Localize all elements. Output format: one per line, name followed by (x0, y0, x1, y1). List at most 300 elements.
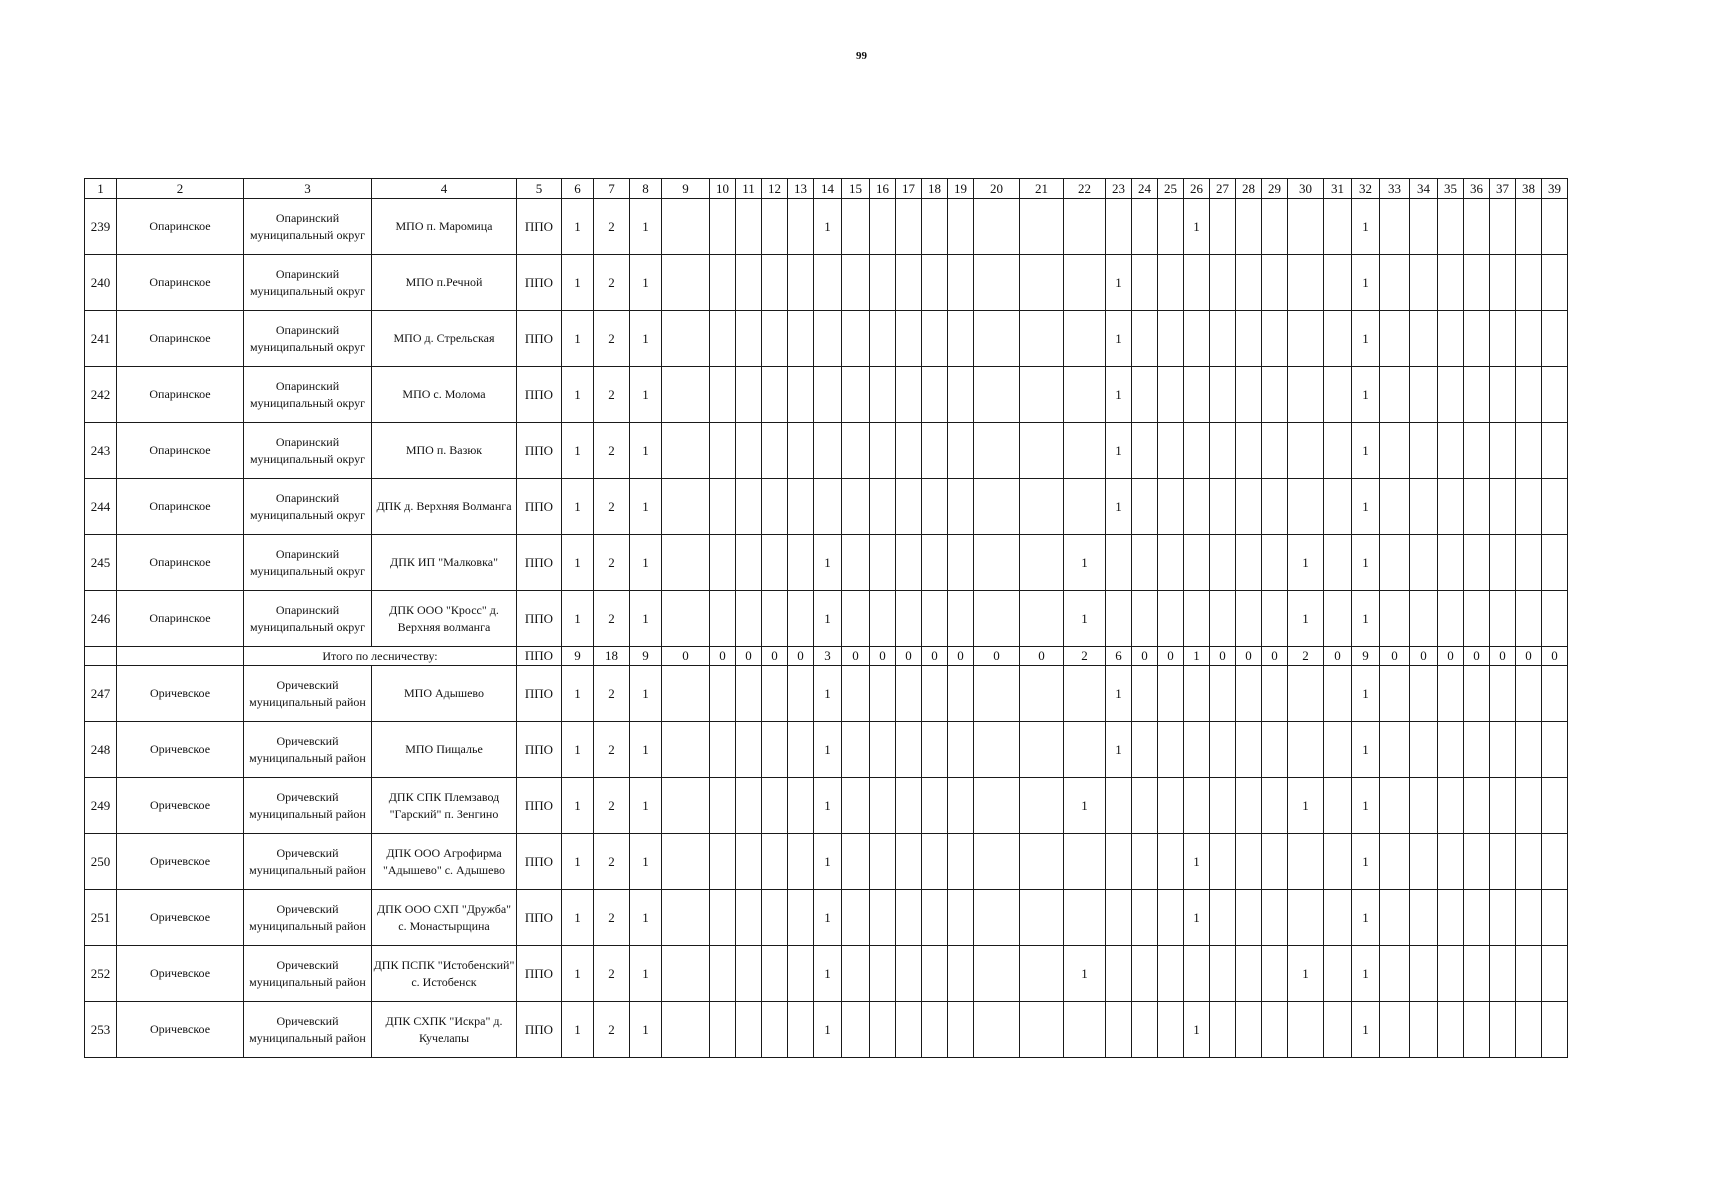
value-col-35 (1438, 890, 1464, 946)
value-col-22 (1064, 255, 1106, 311)
total-value-col-8: 9 (630, 647, 662, 666)
value-col-28 (1236, 479, 1262, 535)
value-col-24 (1132, 367, 1158, 423)
value-col-6: 1 (562, 423, 594, 479)
value-col-14: 1 (814, 722, 842, 778)
value-col-19 (948, 479, 974, 535)
value-col-6: 1 (562, 591, 594, 647)
value-col-35 (1438, 666, 1464, 722)
total-value-col-27: 0 (1210, 647, 1236, 666)
column-header-7: 7 (594, 179, 630, 199)
value-col-19 (948, 666, 974, 722)
value-col-25 (1158, 199, 1184, 255)
value-col-35 (1438, 199, 1464, 255)
value-col-31 (1324, 535, 1352, 591)
table-row (85, 535, 1568, 591)
value-col-28 (1236, 255, 1262, 311)
table-row (85, 591, 1568, 647)
value-col-30 (1288, 255, 1324, 311)
value-col-20 (974, 423, 1020, 479)
value-col-17 (896, 311, 922, 367)
total-value-col-17: 0 (896, 647, 922, 666)
value-col-35 (1438, 423, 1464, 479)
value-col-15 (842, 535, 870, 591)
district-name: Опаринский муниципальный округ (244, 423, 372, 479)
organization-name: ДПК ООО "Кросс" д. Верхняя волманга (372, 591, 517, 647)
total-blank-2 (117, 647, 244, 666)
value-col-12 (762, 722, 788, 778)
organization-name: ДПК ООО СХП "Дружба" с. Монастырщина (372, 890, 517, 946)
value-col-24 (1132, 535, 1158, 591)
value-col-7: 2 (594, 722, 630, 778)
value-col-32: 1 (1352, 255, 1380, 311)
forestry-name: Оричевское (117, 778, 244, 834)
value-col-35 (1438, 778, 1464, 834)
value-col-19 (948, 722, 974, 778)
value-col-9 (662, 890, 710, 946)
value-col-9 (662, 1002, 710, 1058)
value-col-8: 1 (630, 479, 662, 535)
value-col-21 (1020, 946, 1064, 1002)
column-header-6: 6 (562, 179, 594, 199)
value-col-16 (870, 722, 896, 778)
value-col-20 (974, 778, 1020, 834)
value-col-38 (1516, 722, 1542, 778)
value-col-37 (1490, 666, 1516, 722)
table-row (85, 479, 1568, 535)
value-col-16 (870, 311, 896, 367)
value-col-12 (762, 311, 788, 367)
value-col-19 (948, 778, 974, 834)
value-col-22 (1064, 834, 1106, 890)
value-col-37 (1490, 535, 1516, 591)
value-col-39 (1542, 423, 1568, 479)
value-col-19 (948, 890, 974, 946)
value-col-30 (1288, 479, 1324, 535)
organization-name: МПО п.Речной (372, 255, 517, 311)
value-col-21 (1020, 367, 1064, 423)
value-col-29 (1262, 479, 1288, 535)
unit-type: ППО (517, 423, 562, 479)
value-col-27 (1210, 199, 1236, 255)
value-col-27 (1210, 311, 1236, 367)
value-col-13 (788, 834, 814, 890)
value-col-11 (736, 255, 762, 311)
value-col-6: 1 (562, 199, 594, 255)
table-row (85, 834, 1568, 890)
value-col-10 (710, 367, 736, 423)
column-header-17: 17 (896, 179, 922, 199)
value-col-39 (1542, 479, 1568, 535)
value-col-33 (1380, 311, 1410, 367)
column-header-3: 3 (244, 179, 372, 199)
value-col-29 (1262, 722, 1288, 778)
column-header-20: 20 (974, 179, 1020, 199)
value-col-25 (1158, 778, 1184, 834)
value-col-22 (1064, 311, 1106, 367)
value-col-13 (788, 479, 814, 535)
column-header-15: 15 (842, 179, 870, 199)
value-col-13 (788, 255, 814, 311)
value-col-10 (710, 1002, 736, 1058)
value-col-25 (1158, 423, 1184, 479)
value-col-31 (1324, 834, 1352, 890)
district-name: Опаринский муниципальный округ (244, 535, 372, 591)
value-col-23 (1106, 199, 1132, 255)
value-col-13 (788, 946, 814, 1002)
value-col-34 (1410, 890, 1438, 946)
row-number: 250 (85, 834, 117, 890)
value-col-23 (1106, 535, 1132, 591)
value-col-33 (1380, 255, 1410, 311)
value-col-7: 2 (594, 834, 630, 890)
column-header-27: 27 (1210, 179, 1236, 199)
value-col-10 (710, 311, 736, 367)
total-value-col-10: 0 (710, 647, 736, 666)
row-number: 253 (85, 1002, 117, 1058)
column-header-13: 13 (788, 179, 814, 199)
value-col-14: 1 (814, 890, 842, 946)
value-col-37 (1490, 255, 1516, 311)
total-value-col-18: 0 (922, 647, 948, 666)
value-col-27 (1210, 423, 1236, 479)
value-col-30: 1 (1288, 946, 1324, 1002)
total-value-col-14: 3 (814, 647, 842, 666)
value-col-18 (922, 666, 948, 722)
value-col-38 (1516, 255, 1542, 311)
value-col-21 (1020, 778, 1064, 834)
value-col-32: 1 (1352, 722, 1380, 778)
value-col-18 (922, 890, 948, 946)
value-col-14: 1 (814, 199, 842, 255)
value-col-25 (1158, 946, 1184, 1002)
value-col-24 (1132, 199, 1158, 255)
forestry-name: Опаринское (117, 535, 244, 591)
value-col-34 (1410, 591, 1438, 647)
forestry-name: Оричевское (117, 834, 244, 890)
value-col-20 (974, 479, 1020, 535)
value-col-15 (842, 946, 870, 1002)
total-value-col-15: 0 (842, 647, 870, 666)
value-col-27 (1210, 479, 1236, 535)
value-col-11 (736, 535, 762, 591)
value-col-32: 1 (1352, 834, 1380, 890)
row-number: 247 (85, 666, 117, 722)
value-col-31 (1324, 591, 1352, 647)
column-header-14: 14 (814, 179, 842, 199)
unit-type: ППО (517, 479, 562, 535)
value-col-26 (1184, 535, 1210, 591)
value-col-29 (1262, 778, 1288, 834)
value-col-38 (1516, 423, 1542, 479)
value-col-12 (762, 367, 788, 423)
value-col-31 (1324, 255, 1352, 311)
value-col-34 (1410, 778, 1438, 834)
total-value-col-28: 0 (1236, 647, 1262, 666)
value-col-28 (1236, 591, 1262, 647)
district-name: Опаринский муниципальный округ (244, 479, 372, 535)
value-col-21 (1020, 255, 1064, 311)
value-col-39 (1542, 946, 1568, 1002)
value-col-24 (1132, 722, 1158, 778)
value-col-11 (736, 1002, 762, 1058)
table-row (85, 666, 1568, 722)
value-col-19 (948, 423, 974, 479)
organization-name: МПО п. Маромица (372, 199, 517, 255)
total-value-col-35: 0 (1438, 647, 1464, 666)
organization-name: ДПК ИП "Малковка" (372, 535, 517, 591)
value-col-33 (1380, 722, 1410, 778)
value-col-22: 1 (1064, 591, 1106, 647)
forestry-name: Опаринское (117, 367, 244, 423)
column-header-2: 2 (117, 179, 244, 199)
value-col-27 (1210, 666, 1236, 722)
value-col-8: 1 (630, 946, 662, 1002)
value-col-9 (662, 423, 710, 479)
value-col-14: 1 (814, 1002, 842, 1058)
value-col-7: 2 (594, 311, 630, 367)
column-header-33: 33 (1380, 179, 1410, 199)
value-col-26: 1 (1184, 199, 1210, 255)
column-header-24: 24 (1132, 179, 1158, 199)
value-col-6: 1 (562, 311, 594, 367)
value-col-7: 2 (594, 591, 630, 647)
value-col-14 (814, 311, 842, 367)
value-col-36 (1464, 591, 1490, 647)
table-row (85, 722, 1568, 778)
value-col-7: 2 (594, 255, 630, 311)
value-col-23 (1106, 834, 1132, 890)
value-col-17 (896, 367, 922, 423)
value-col-9 (662, 199, 710, 255)
total-value-col-33: 0 (1380, 647, 1410, 666)
value-col-22 (1064, 722, 1106, 778)
value-col-23: 1 (1106, 666, 1132, 722)
column-header-28: 28 (1236, 179, 1262, 199)
value-col-39 (1542, 1002, 1568, 1058)
value-col-30: 1 (1288, 778, 1324, 834)
value-col-15 (842, 479, 870, 535)
value-col-24 (1132, 423, 1158, 479)
value-col-23 (1106, 946, 1132, 1002)
value-col-24 (1132, 255, 1158, 311)
value-col-10 (710, 890, 736, 946)
total-row (85, 647, 1568, 666)
value-col-19 (948, 199, 974, 255)
value-col-28 (1236, 778, 1262, 834)
value-col-14 (814, 423, 842, 479)
value-col-29 (1262, 591, 1288, 647)
value-col-30 (1288, 722, 1324, 778)
organization-name: МПО Пищалье (372, 722, 517, 778)
value-col-31 (1324, 946, 1352, 1002)
row-number: 245 (85, 535, 117, 591)
value-col-21 (1020, 423, 1064, 479)
value-col-6: 1 (562, 535, 594, 591)
value-col-23: 1 (1106, 423, 1132, 479)
value-col-10 (710, 834, 736, 890)
value-col-9 (662, 946, 710, 1002)
column-header-23: 23 (1106, 179, 1132, 199)
value-col-19 (948, 834, 974, 890)
value-col-18 (922, 1002, 948, 1058)
value-col-8: 1 (630, 255, 662, 311)
value-col-18 (922, 423, 948, 479)
row-number: 240 (85, 255, 117, 311)
row-number: 241 (85, 311, 117, 367)
value-col-38 (1516, 591, 1542, 647)
value-col-36 (1464, 834, 1490, 890)
value-col-25 (1158, 834, 1184, 890)
value-col-13 (788, 535, 814, 591)
value-col-36 (1464, 890, 1490, 946)
total-value-col-16: 0 (870, 647, 896, 666)
value-col-11 (736, 479, 762, 535)
value-col-16 (870, 255, 896, 311)
forestry-table (84, 178, 1568, 1058)
value-col-20 (974, 834, 1020, 890)
value-col-33 (1380, 1002, 1410, 1058)
value-col-30 (1288, 666, 1324, 722)
forestry-name: Опаринское (117, 423, 244, 479)
district-name: Оричевский муниципальный район (244, 946, 372, 1002)
value-col-30 (1288, 834, 1324, 890)
value-col-38 (1516, 1002, 1542, 1058)
value-col-27 (1210, 367, 1236, 423)
value-col-21 (1020, 535, 1064, 591)
column-header-12: 12 (762, 179, 788, 199)
value-col-30 (1288, 367, 1324, 423)
total-value-col-30: 2 (1288, 647, 1324, 666)
value-col-16 (870, 591, 896, 647)
value-col-39 (1542, 535, 1568, 591)
value-col-15 (842, 255, 870, 311)
value-col-13 (788, 423, 814, 479)
value-col-35 (1438, 255, 1464, 311)
value-col-15 (842, 591, 870, 647)
value-col-31 (1324, 1002, 1352, 1058)
value-col-15 (842, 367, 870, 423)
value-col-31 (1324, 423, 1352, 479)
unit-type: ППО (517, 1002, 562, 1058)
value-col-29 (1262, 666, 1288, 722)
value-col-31 (1324, 722, 1352, 778)
value-col-6: 1 (562, 946, 594, 1002)
column-header-38: 38 (1516, 179, 1542, 199)
value-col-8: 1 (630, 311, 662, 367)
table-row (85, 367, 1568, 423)
column-header-11: 11 (736, 179, 762, 199)
value-col-13 (788, 199, 814, 255)
forestry-name: Опаринское (117, 479, 244, 535)
value-col-26 (1184, 423, 1210, 479)
value-col-38 (1516, 367, 1542, 423)
value-col-19 (948, 946, 974, 1002)
value-col-17 (896, 535, 922, 591)
value-col-24 (1132, 666, 1158, 722)
value-col-32: 1 (1352, 535, 1380, 591)
value-col-18 (922, 591, 948, 647)
value-col-27 (1210, 834, 1236, 890)
value-col-11 (736, 311, 762, 367)
value-col-38 (1516, 778, 1542, 834)
value-col-11 (736, 890, 762, 946)
value-col-38 (1516, 666, 1542, 722)
value-col-7: 2 (594, 946, 630, 1002)
column-header-16: 16 (870, 179, 896, 199)
value-col-32: 1 (1352, 479, 1380, 535)
organization-name: МПО с. Молома (372, 367, 517, 423)
value-col-17 (896, 890, 922, 946)
unit-type: ППО (517, 778, 562, 834)
value-col-12 (762, 666, 788, 722)
column-header-10: 10 (710, 179, 736, 199)
value-col-20 (974, 666, 1020, 722)
value-col-26: 1 (1184, 890, 1210, 946)
value-col-18 (922, 722, 948, 778)
value-col-28 (1236, 423, 1262, 479)
table-row (85, 778, 1568, 834)
value-col-15 (842, 423, 870, 479)
district-name: Оричевский муниципальный район (244, 1002, 372, 1058)
column-header-1: 1 (85, 179, 117, 199)
column-header-25: 25 (1158, 179, 1184, 199)
value-col-37 (1490, 834, 1516, 890)
value-col-37 (1490, 367, 1516, 423)
value-col-22 (1064, 890, 1106, 946)
value-col-10 (710, 591, 736, 647)
value-col-28 (1236, 1002, 1262, 1058)
value-col-25 (1158, 666, 1184, 722)
value-col-33 (1380, 367, 1410, 423)
value-col-7: 2 (594, 535, 630, 591)
unit-type: ППО (517, 722, 562, 778)
value-col-28 (1236, 367, 1262, 423)
value-col-14 (814, 479, 842, 535)
value-col-7: 2 (594, 199, 630, 255)
forestry-name: Опаринское (117, 255, 244, 311)
value-col-15 (842, 199, 870, 255)
value-col-17 (896, 834, 922, 890)
value-col-16 (870, 199, 896, 255)
value-col-12 (762, 423, 788, 479)
unit-type: ППО (517, 666, 562, 722)
value-col-18 (922, 778, 948, 834)
value-col-38 (1516, 311, 1542, 367)
value-col-20 (974, 890, 1020, 946)
value-col-30 (1288, 199, 1324, 255)
total-value-col-9: 0 (662, 647, 710, 666)
value-col-39 (1542, 311, 1568, 367)
organization-name: ДПК д. Верхняя Волманга (372, 479, 517, 535)
value-col-36 (1464, 946, 1490, 1002)
value-col-30 (1288, 423, 1324, 479)
column-header-26: 26 (1184, 179, 1210, 199)
table-row (85, 199, 1568, 255)
total-value-col-21: 0 (1020, 647, 1064, 666)
total-value-col-26: 1 (1184, 647, 1210, 666)
value-col-22 (1064, 199, 1106, 255)
value-col-21 (1020, 890, 1064, 946)
total-blank-1 (85, 647, 117, 666)
value-col-22: 1 (1064, 778, 1106, 834)
value-col-24 (1132, 778, 1158, 834)
value-col-10 (710, 535, 736, 591)
value-col-12 (762, 255, 788, 311)
value-col-6: 1 (562, 890, 594, 946)
forestry-name: Опаринское (117, 199, 244, 255)
value-col-21 (1020, 199, 1064, 255)
